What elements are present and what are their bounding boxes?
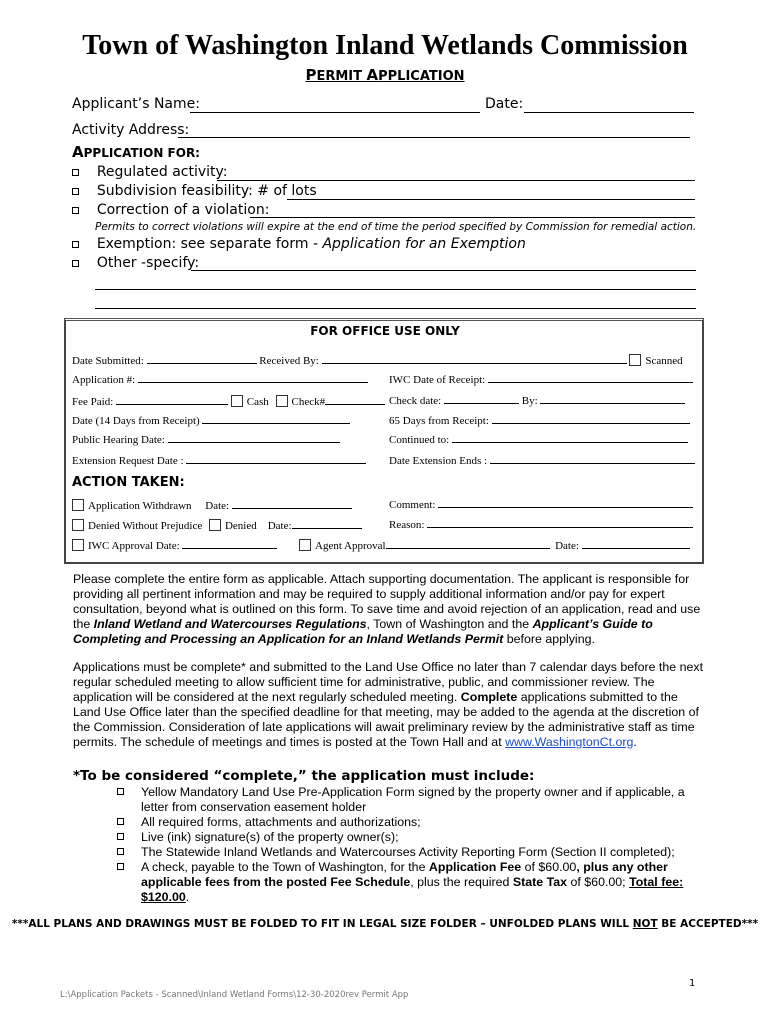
regulated-activity-field[interactable] xyxy=(217,180,695,181)
page-number: 1 xyxy=(689,978,696,989)
check-number-field[interactable] xyxy=(325,404,385,405)
application-number-row: Application #: xyxy=(72,374,368,386)
public-hearing-field[interactable] xyxy=(168,442,340,443)
folding-notice: ***ALL PLANS AND DRAWINGS MUST BE FOLDED TO FIT IN LEGAL SIZE FOLDER – UNFOLDED PLANS WILL NOT BE ACCEPTED*** xyxy=(11,918,759,930)
comment-row: Comment: xyxy=(389,499,693,511)
lots-field[interactable] xyxy=(287,199,695,200)
list-item: Yellow Mandatory Land Use Pre-Application Form signed by the property owner and if applicable, a letter from conservation easement holder xyxy=(117,785,697,815)
applicant-name-field[interactable] xyxy=(190,112,480,113)
application-for-heading: APPLICATION FOR: xyxy=(72,143,200,161)
extension-request-field[interactable] xyxy=(186,463,366,464)
iwc-date-receipt-row: IWC Date of Receipt: xyxy=(389,374,693,386)
by-field[interactable] xyxy=(540,403,685,404)
complete-heading: *To be considered “complete,” the application must include: xyxy=(73,768,535,784)
scanned-checkbox[interactable] xyxy=(629,354,641,366)
reason-field[interactable] xyxy=(427,527,693,528)
extension-request-row: Extension Request Date : xyxy=(72,455,366,467)
withdrawn-date-field[interactable] xyxy=(232,508,352,509)
application-withdrawn-row: Application Withdrawn Date: xyxy=(72,499,352,512)
continued-to-row: Continued to: xyxy=(389,434,688,446)
form-subtitle: PERMIT APPLICATION xyxy=(305,66,465,84)
days-65-row: 65 Days from Receipt: xyxy=(389,415,690,427)
instructions-paragraph-2: Applications must be complete* and submitted to the Land Use Office no later than 7 calendar days before the next regular scheduled meeting to allow sufficient time for administrative, public, and commissioner review. The application will be considered at the next regularly scheduled meeting. Complete applications submitted to the Land Use Office later than the specified deadline for that meeting, may be added to the agenda at the discretion of the Commission. Consideration of late applications will await preliminary review by the administrative staff as time permits. The schedule of meetings and times is posted at the Town Hall and at www.WashingtonCt.org. xyxy=(73,660,704,749)
fee-paid-field[interactable] xyxy=(116,404,228,405)
activity-address-label: Activity Address: xyxy=(72,122,190,138)
agent-approval-checkbox[interactable] xyxy=(299,539,311,551)
checkbox[interactable] xyxy=(72,207,79,214)
check-date-field[interactable] xyxy=(444,403,519,404)
check-checkbox[interactable] xyxy=(276,395,288,407)
violation-field[interactable] xyxy=(250,217,695,218)
date-extension-ends-field[interactable] xyxy=(490,463,695,464)
activity-address-field[interactable] xyxy=(178,137,690,138)
cash-checkbox[interactable] xyxy=(231,395,243,407)
agent-approval-date-field[interactable] xyxy=(582,548,690,549)
checkbox[interactable] xyxy=(72,169,79,176)
continued-to-field[interactable] xyxy=(452,442,688,443)
check-date-row: Check date: By: xyxy=(389,395,685,407)
checkbox[interactable] xyxy=(72,188,79,195)
regulated-activity-option[interactable]: Regulated activity: xyxy=(72,164,228,180)
exemption-option[interactable]: Exemption: see separate form - Application for an Exemption xyxy=(72,236,526,252)
website-link[interactable]: www.WashingtonCt.org xyxy=(505,735,634,749)
file-path-footer: L:\Application Packets - Scanned\Inland Wetland Forms\12-30-2020rev Permit App xyxy=(60,990,409,1000)
date-field[interactable] xyxy=(524,112,694,113)
fee-paid-row: Fee Paid: Cash Check# xyxy=(72,395,385,408)
list-item: A check, payable to the Town of Washington, for the Application Fee of $60.00, plus any other applicable fees from the posted Fee Schedule, plus the required State Tax of $60.00; Total fee: $120.00. xyxy=(117,860,697,905)
iwc-approval-row: IWC Approval Date: xyxy=(72,539,277,552)
violation-note: Permits to correct violations will expire at the end of time the period specified by Commission for remedial action. xyxy=(95,221,697,233)
withdrawn-checkbox[interactable] xyxy=(72,499,84,511)
date-label: Date: xyxy=(485,96,524,112)
iwc-approval-checkbox[interactable] xyxy=(72,539,84,551)
reason-row: Reason: xyxy=(389,519,693,531)
agent-approval-row: Agent Approval Date: xyxy=(299,539,690,552)
date-14-row: Date (14 Days from Receipt) xyxy=(72,415,350,427)
application-number-field[interactable] xyxy=(138,382,368,383)
list-item: Live (ink) signature(s) of the property owner(s); xyxy=(117,830,697,845)
list-item: The Statewide Inland Wetlands and Watercourses Activity Reporting Form (Section II completed); xyxy=(117,845,697,860)
date-14-field[interactable] xyxy=(202,423,350,424)
applicant-name-label: Applicant’s Name: xyxy=(72,96,200,112)
date-submitted-row: Date Submitted: Received By: Scanned xyxy=(72,355,683,367)
other-option[interactable]: Other -specify: xyxy=(72,255,199,271)
iwc-date-receipt-field[interactable] xyxy=(488,382,693,383)
comment-field[interactable] xyxy=(438,507,693,508)
action-taken-heading: ACTION TAKEN: xyxy=(72,475,185,490)
date-submitted-field[interactable] xyxy=(147,363,257,364)
checkbox[interactable] xyxy=(72,260,79,267)
other-field-line-3[interactable] xyxy=(95,308,696,309)
subdivision-option[interactable]: Subdivision feasibility: # of lots xyxy=(72,183,317,199)
agent-approval-field[interactable] xyxy=(386,548,550,549)
checkbox[interactable] xyxy=(72,241,79,248)
received-by-field[interactable] xyxy=(322,363,627,364)
public-hearing-row: Public Hearing Date: xyxy=(72,434,340,446)
denied-date-field[interactable] xyxy=(292,528,362,529)
iwc-approval-date-field[interactable] xyxy=(182,548,277,549)
page-title: Town of Washington Inland Wetlands Commission xyxy=(82,30,688,61)
instructions-paragraph-1: Please complete the entire form as applicable. Attach supporting documentation. The applicant is responsible for providing all pertinent information and may be required to supply additional information and/or pay for expert consultation, beyond what is outlined on this form. To save time and avoid rejection of an application, read and use the Inland Wetland and Watercourses Regulations, Town of Washington and the Applicant’s Guide to Completing and Processing an Application for an Inland Wetlands Permit before applying. xyxy=(73,572,701,646)
list-item: All required forms, attachments and authorizations; xyxy=(117,815,697,830)
other-field-line-2[interactable] xyxy=(95,289,696,290)
denied-row: Denied Without Prejudice Denied Date: xyxy=(72,519,362,532)
complete-requirements-list xyxy=(117,785,697,905)
office-use-heading: FOR OFFICE USE ONLY xyxy=(310,324,460,338)
denied-checkbox[interactable] xyxy=(209,519,221,531)
violation-option[interactable]: Correction of a violation: xyxy=(72,202,269,218)
days-65-field[interactable] xyxy=(492,423,690,424)
other-field-line-1[interactable] xyxy=(191,270,696,271)
denied-without-prejudice-checkbox[interactable] xyxy=(72,519,84,531)
date-extension-ends-row: Date Extension Ends : xyxy=(389,455,695,467)
